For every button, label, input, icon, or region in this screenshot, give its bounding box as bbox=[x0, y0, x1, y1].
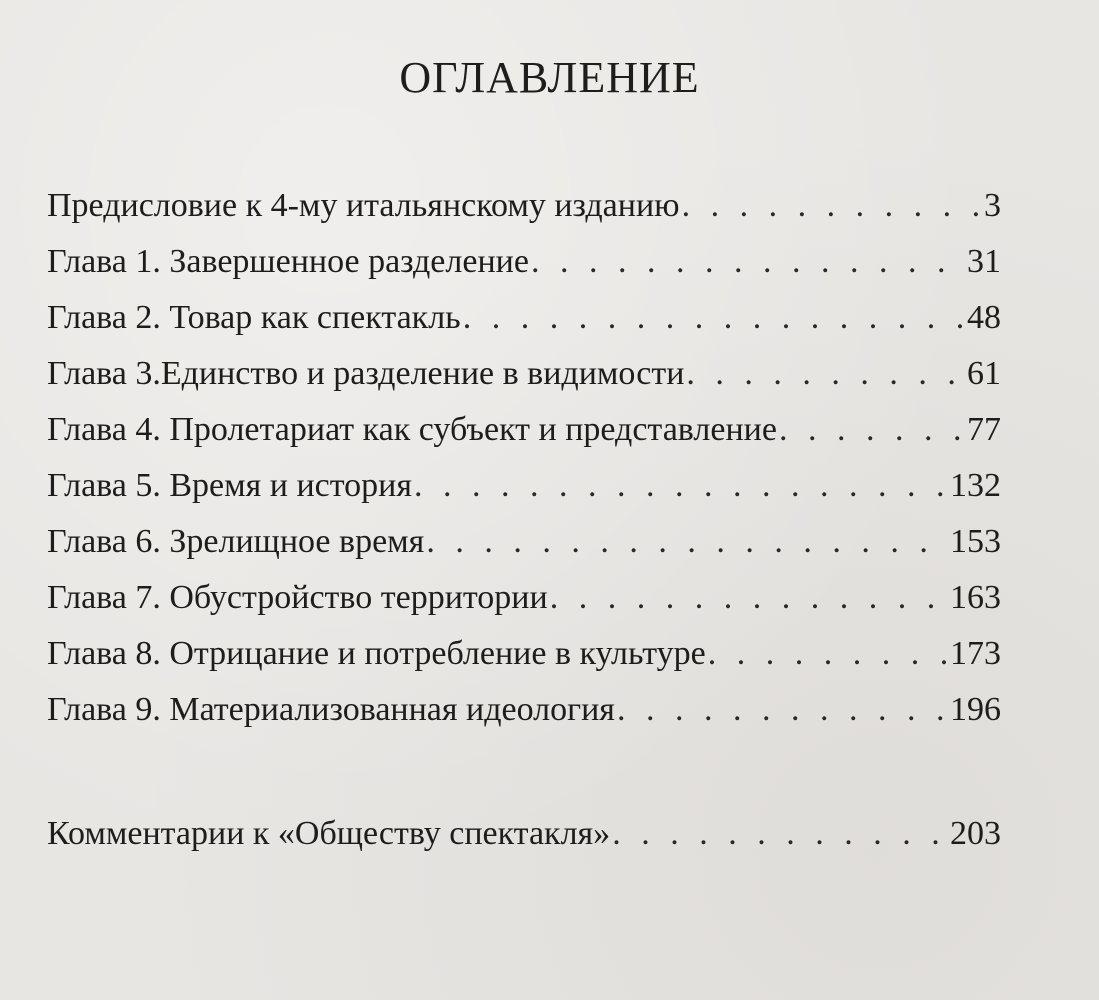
toc-entry-label: Глава 7. Обустройство территории bbox=[47, 579, 548, 616]
toc-entry-chapter-6 bbox=[47, 514, 1001, 570]
dot-leader bbox=[779, 402, 965, 458]
table-of-contents bbox=[47, 178, 1001, 862]
toc-entry-label: Глава 3.Единство и разделение в видимости bbox=[47, 355, 685, 392]
toc-entry-page: 153 bbox=[950, 523, 1001, 560]
toc-entry-label: Комментарии к «Обществу спектакля» bbox=[47, 815, 611, 852]
toc-entry-label: Глава 4. Пролетариат как субъект и представление bbox=[47, 411, 777, 448]
toc-entry-label: Глава 6. Зрелищное время bbox=[47, 523, 425, 560]
toc-entry-chapter-1 bbox=[47, 234, 1001, 290]
toc-entry-label: Предисловие к 4-му итальянскому изданию bbox=[47, 187, 680, 224]
toc-entry-page: 31 bbox=[967, 243, 1001, 280]
toc-entry-page: 173 bbox=[950, 635, 1001, 672]
toc-entry-label: Глава 1. Завершенное разделение bbox=[47, 243, 529, 280]
toc-entry-chapter-7 bbox=[47, 570, 1001, 626]
toc-entry-chapter-5 bbox=[47, 458, 1001, 514]
toc-entry-label: Глава 5. Время и история bbox=[47, 467, 413, 504]
toc-spacer bbox=[47, 738, 1001, 806]
toc-entry-chapter-9 bbox=[47, 682, 1001, 738]
toc-entry-chapter-2 bbox=[47, 290, 1001, 346]
toc-entry-chapter-8 bbox=[47, 626, 1001, 682]
toc-entry-page: 48 bbox=[967, 299, 1001, 336]
dot-leader bbox=[686, 346, 965, 402]
dot-leader bbox=[612, 806, 948, 862]
toc-entry-label: Глава 8. Отрицание и потребление в культуре bbox=[47, 635, 706, 672]
dot-leader bbox=[531, 234, 965, 290]
dot-leader bbox=[414, 458, 948, 514]
toc-entry-page: 203 bbox=[950, 815, 1001, 852]
toc-entry-commentary bbox=[47, 806, 1001, 862]
dot-leader bbox=[682, 178, 982, 234]
toc-entry-chapter-3 bbox=[47, 346, 1001, 402]
toc-entry-page: 3 bbox=[984, 187, 1001, 224]
toc-entry-page: 61 bbox=[967, 355, 1001, 392]
toc-entry-page: 77 bbox=[967, 411, 1001, 448]
dot-leader bbox=[426, 514, 948, 570]
toc-entry-label: Глава 2. Товар как спектакль bbox=[47, 299, 461, 336]
dot-leader bbox=[708, 626, 948, 682]
dot-leader bbox=[550, 570, 948, 626]
dot-leader bbox=[617, 682, 948, 738]
toc-entry-chapter-4 bbox=[47, 402, 1001, 458]
dot-leader bbox=[463, 290, 965, 346]
toc-entry-page: 163 bbox=[950, 579, 1001, 616]
toc-entry-page: 196 bbox=[950, 691, 1001, 728]
toc-entry-preface bbox=[47, 178, 1001, 234]
toc-entry-label: Глава 9. Материализованная идеология bbox=[47, 691, 615, 728]
toc-entry-page: 132 bbox=[950, 467, 1001, 504]
page-title: ОГЛАВЛЕНИЕ bbox=[399, 53, 700, 102]
